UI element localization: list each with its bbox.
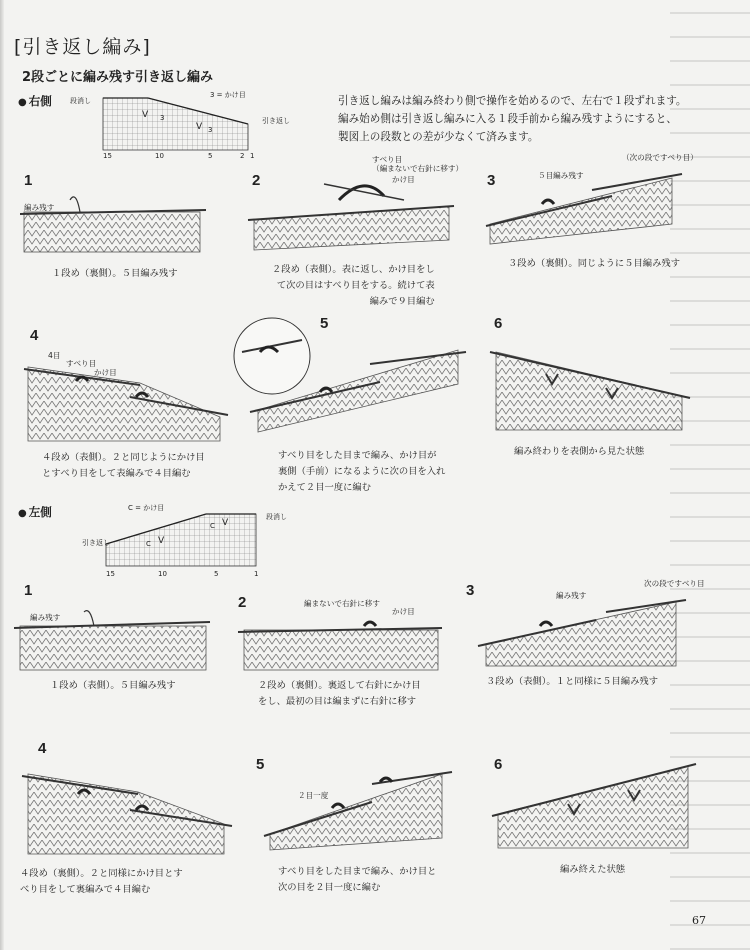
left-step-5-illustration [262, 764, 462, 856]
left-step-3-number: 3 [466, 582, 475, 599]
left-step-5-caption: すべり目をした目まで編み、かけ目と 次の目を２目一度に編む [278, 866, 437, 893]
left-step-1-annotation: 編み残す [30, 613, 61, 622]
right-step-6-illustration [486, 344, 698, 438]
right-step-5-illustration [230, 312, 470, 438]
right-step-2-illustration [244, 170, 459, 260]
right-step-4-annotation-slip: すべり目 [66, 359, 97, 368]
right-step-1-annotation: 編み残す [24, 203, 55, 212]
left-step-5-annotation: ２目一度 [298, 791, 329, 800]
chart-symbol-yo: 3 [160, 114, 165, 122]
bullet-icon: ● [18, 97, 27, 108]
left-step-1-illustration [14, 606, 214, 678]
right-side-chart [98, 92, 258, 152]
left-step-2-annotation-yo: かけ目 [392, 607, 415, 616]
left-step-6-number: 6 [494, 756, 503, 773]
right-step-2-annotation-note: （編まないで右針に移す） [372, 164, 464, 173]
page-subtitle: 2段ごとに編み残す引き返し編み [22, 70, 214, 85]
right-step-1-number: 1 [24, 172, 33, 189]
left-step-4-caption: ４段め（裏側）。２と同様にかけ目とす べり目をして裏編みで４目編む [20, 868, 183, 895]
chart-symbol-slip-2: V [196, 122, 203, 132]
chart-label-dankeshi-left: 段消し [266, 513, 287, 521]
chart-symbol-slip-left: V [158, 536, 165, 546]
left-step-2-caption: ２段め（裏側）。裏返して右針にかけ目 をし、最初の目は編まずに右針に移す [258, 680, 421, 707]
left-step-2-annotation-move: 編まないで右針に移す [304, 599, 380, 608]
chart-legend-kakeme: 3 = かけ目 [210, 91, 246, 99]
chart-label-hikikaeshi-left: 引き返し [82, 539, 110, 547]
tick-10-left: 10 [158, 570, 167, 578]
intro-text: 引き返し編みは編み終わり側で操作を始めるので、左右で１段ずれます。 編み始め側は引き返し編みに入る１段手前から編み残すようにすると、 製図上の段数との差が少なくて済みます。 [338, 95, 687, 143]
chart-label-dankeshi: 段消し [70, 97, 91, 105]
left-step-4-number: 4 [38, 740, 47, 757]
right-step-6-caption: 編み終わりを表側から見た状態 [514, 446, 645, 457]
left-side-chart [100, 506, 266, 570]
right-side-label-text: 右側 [28, 94, 52, 108]
chart-label-hikikaeshi: 引き返し [262, 117, 290, 125]
left-step-4-illustration [18, 760, 238, 860]
right-step-4-annotation-4: 4目 [48, 351, 61, 360]
left-step-3-illustration [476, 596, 696, 674]
tick-5: 5 [208, 152, 213, 160]
right-step-2-annotation-yo: かけ目 [392, 175, 415, 184]
left-step-3-annotation-leave: 編み残す [556, 591, 587, 600]
left-step-6-illustration [488, 760, 702, 856]
left-side-label [18, 504, 52, 520]
right-step-6-number: 6 [494, 315, 503, 332]
chart-legend-kakeme-left: C = かけ目 [128, 504, 165, 512]
right-step-3-annotation-leave: ５目編み残す [538, 171, 584, 180]
tick-1: 1 [250, 152, 255, 160]
tick-5-left: 5 [214, 570, 219, 578]
right-step-4-illustration [20, 345, 230, 447]
right-step-4-caption: ４段め（表側）。２と同じようにかけ目 とすべり目をして表編みで４目編む [42, 452, 205, 479]
right-step-2-annotation-slip: すべり目 [372, 155, 403, 164]
right-side-label [18, 93, 52, 109]
left-step-6-caption: 編み終えた状態 [560, 864, 626, 875]
chart-symbol-yo-2: 3 [208, 126, 213, 134]
bullet-icon: ● [18, 508, 27, 519]
right-step-1-illustration [20, 190, 210, 262]
chart-symbol-slip: V [142, 110, 149, 120]
tick-2: 2 [240, 152, 245, 160]
tick-15-left: 15 [106, 570, 115, 578]
tick-10: 10 [155, 152, 164, 160]
right-step-5-number: 5 [320, 315, 329, 332]
right-step-2-number: 2 [252, 172, 261, 189]
page-number: 67 [692, 914, 706, 927]
left-step-2-illustration [236, 614, 444, 676]
left-step-1-number: 1 [24, 582, 33, 599]
right-step-3-number: 3 [487, 172, 496, 189]
chart-symbol-slip-left-2: V [222, 518, 229, 528]
right-step-1-caption: １段め（裏側）。５目編み残す [52, 268, 178, 279]
left-step-3-annotation-next: 次の段ですべり目 [644, 579, 705, 588]
right-step-3-illustration [482, 164, 692, 254]
page-edge [0, 0, 4, 950]
left-step-2-number: 2 [238, 594, 247, 611]
tick-1-left: 1 [254, 570, 259, 578]
right-step-3-caption: ３段め（裏側）。同じように５目編み残す [508, 258, 680, 269]
right-step-5-caption: すべり目をした目まで編み、かけ目が 裏側（手前）になるように次の目を入れ かえて２目一度に編む [278, 450, 446, 493]
chart-symbol-yo-left: C [146, 540, 151, 548]
left-step-3-caption: ３段め（表側）。１と同様に５目編み残す [486, 676, 658, 687]
left-side-label-text: 左側 [28, 505, 52, 519]
right-step-3-annotation-next: （次の段ですべり目） [622, 153, 698, 162]
left-step-1-caption: １段め（表側）。５目編み残す [50, 680, 176, 691]
right-step-2-caption: ２段め（表側）。表に返し、かけ目をし て次の目はすべり目をする。続けて表 編みで９目編む [272, 264, 435, 307]
chart-symbol-yo-left-2: C [210, 522, 215, 530]
right-step-4-annotation-yo: かけ目 [94, 368, 117, 377]
page-title: [引き返し編み] [14, 36, 151, 58]
left-step-5-number: 5 [256, 756, 265, 773]
right-step-4-number: 4 [30, 327, 39, 344]
tick-15: 15 [103, 152, 112, 160]
